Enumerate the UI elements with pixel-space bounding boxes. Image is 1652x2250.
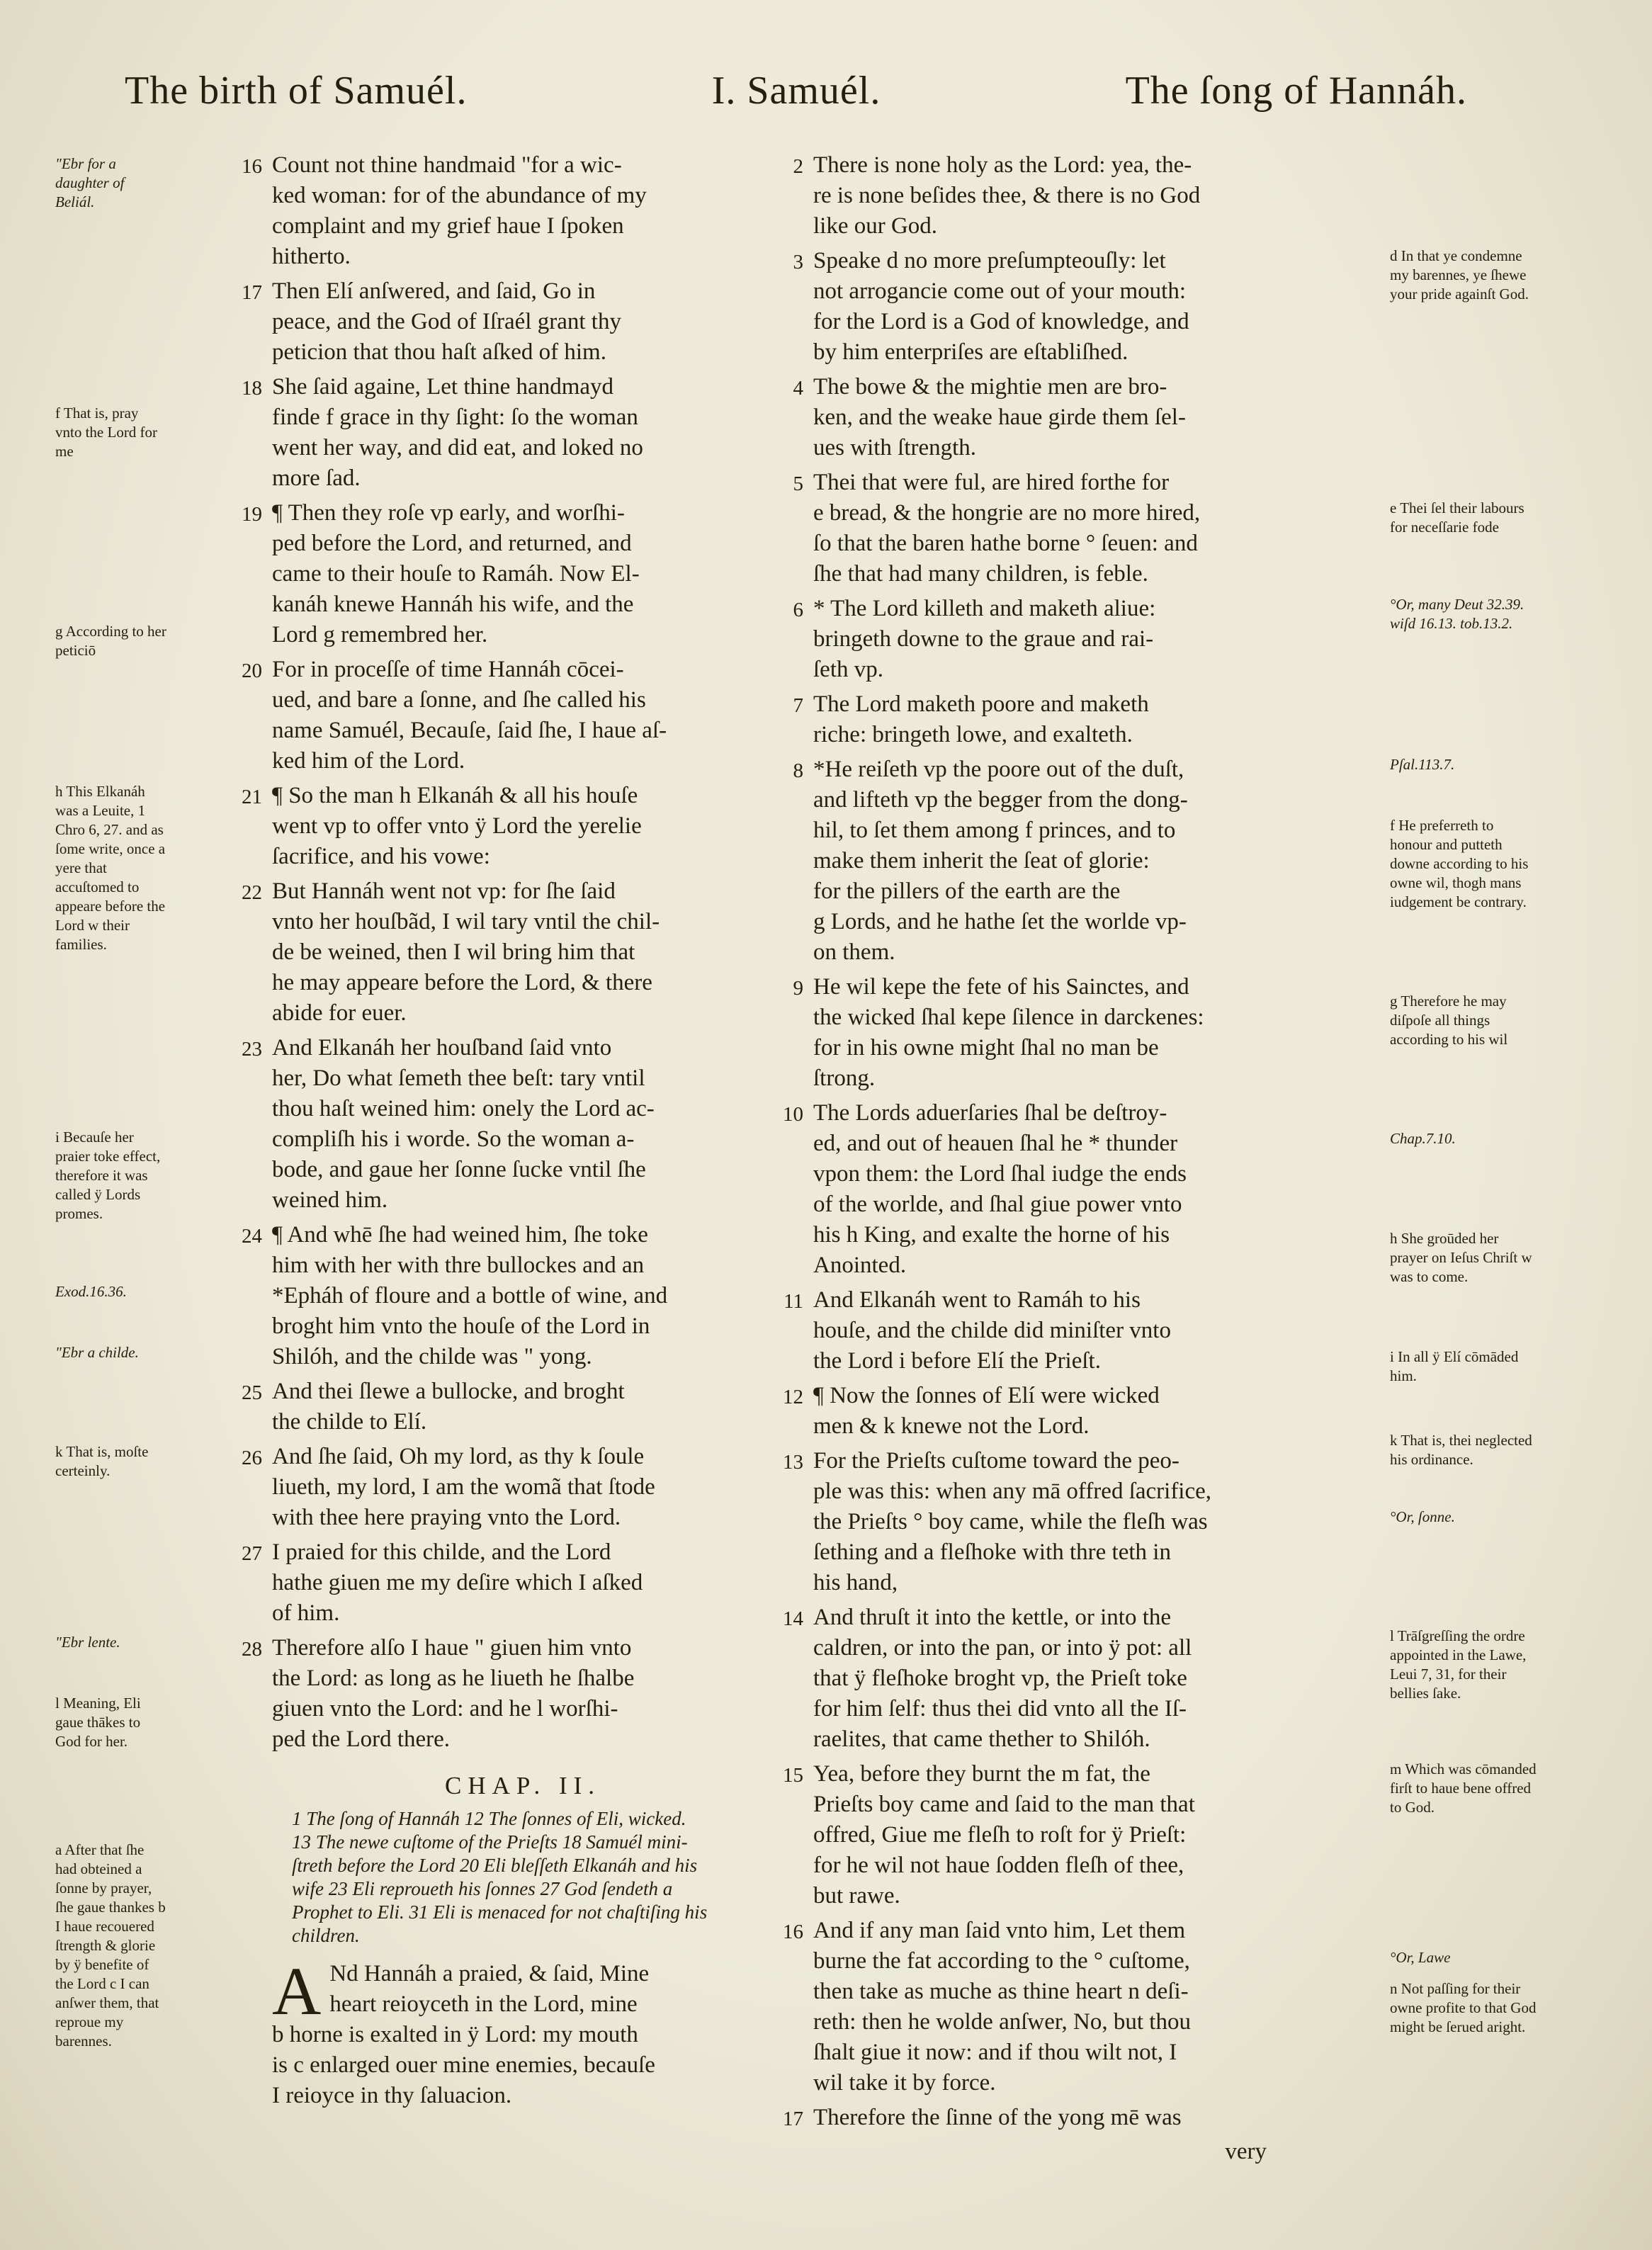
chapter-heading: CHAP. II. [444, 1772, 601, 1799]
margin-note: d In that ye condemne my barennes, ye ſhewe your pride againſt God. [1390, 247, 1529, 303]
margin-note: °Or, many Deut 32.39. wiſd 16.13. tob.13.2. [1390, 596, 1524, 632]
verse-line: men & k knewe not the Lord. [813, 1413, 1090, 1439]
verse-line: There is none holy as the Lord: yea, the- [813, 152, 1192, 178]
verse-line: ues with ſtrength. [813, 435, 977, 460]
verse [783, 1916, 1386, 2098]
margin-note: °Or, Lawe [1390, 1949, 1451, 1966]
verse-line: ſhe that had many children, is feble. [813, 561, 1148, 587]
verse-line: And Elkanáh her houſband ſaid vnto [272, 1035, 612, 1061]
verse-number: 17 [242, 281, 262, 304]
verse-line: *Epháh of floure and a bottle of wine, and [272, 1283, 668, 1308]
verse-line: with thee here praying vnto the Lord. [272, 1505, 621, 1530]
verse-line: Shilóh, and the childe was " yong. [272, 1344, 592, 1369]
verse-line: She ſaid againe, Let thine handmayd [272, 374, 614, 400]
verse-line: went her way, and did eat, and loked no [272, 435, 643, 460]
right-margin-notes [1390, 0, 1539, 2250]
margin-note: m Which was cōmanded firſt to haue bene offred to God. [1390, 1760, 1537, 1816]
verse-line: b horne is exalted in ÿ Lord: my mouth [272, 2022, 638, 2047]
margin-note: g Therefore he may diſpoſe all things according to his wil [1390, 993, 1508, 1048]
verse-line: caldren, or into the pan, or into ÿ pot: all [813, 1635, 1192, 1661]
margin-note: l Meaning, Eli gaue thākes to God for her. [55, 1695, 141, 1750]
verse-line: name Samuél, Becauſe, ſaid ſhe, I haue aſ- [272, 718, 667, 743]
verse [793, 468, 1386, 589]
verse [242, 876, 774, 1029]
verse-number: 28 [242, 1638, 262, 1661]
verse [242, 276, 774, 368]
verse-line: ped the Lord there. [272, 1726, 451, 1752]
verse-line: Prieſts boy came and ſaid to the man that [813, 1792, 1195, 1817]
verse-line: hathe giuen me my deſire which I aſked [272, 1570, 643, 1595]
page-header [125, 68, 1467, 113]
verse-line: broght him vnto the houſe of the Lord in [272, 1313, 650, 1339]
verse-line: his h King, and exalte the horne of his [813, 1222, 1170, 1248]
verse-line: ¶ And whē ſhe had weined him, ſhe toke [272, 1222, 648, 1248]
verse-line: Thei that were ful, are hired forthe for [813, 470, 1170, 495]
verse [242, 1633, 774, 1755]
verse-line: abide for euer. [272, 1000, 407, 1026]
verse-line: but rawe. [813, 1883, 900, 1909]
verse-line: He wil kepe the fete of his Sainctes, and [813, 974, 1189, 1000]
verse-line: bringeth downe to the graue and rai- [813, 626, 1154, 652]
verse-line: like our God. [813, 213, 938, 239]
verse-line: ſething and a fleſhoke with thre teth in [813, 1539, 1171, 1565]
verse-line: that ÿ fleſhoke broght vp, the Prieſt toke [813, 1666, 1187, 1691]
verse-line: wil take it by force. [813, 2070, 996, 2096]
verse [783, 2103, 1386, 2133]
verse-number: 12 [783, 1386, 803, 1408]
verse-line: Nd Hannáh a praied, & ſaid, Mine [329, 1961, 650, 1986]
verse [783, 1381, 1386, 1442]
verse-line: g Lords, and he hathe ſet the worlde vp- [813, 909, 1187, 934]
verse-line: de be weined, then I wil bring him that [272, 939, 635, 965]
verse-line: compliſh his i worde. So the woman a- [272, 1126, 635, 1152]
verse-line: more ſad. [272, 465, 361, 491]
verse-line: then take as muche as thine heart n deſi- [813, 1979, 1189, 2004]
verse-number: 25 [242, 1381, 262, 1404]
margin-note: Chap.7.10. [1390, 1130, 1456, 1147]
verse-line: ſo that the baren hathe borne ° ſeuen: and [813, 531, 1198, 556]
verse-line: I reioyce in thy ſaluacion. [272, 2083, 512, 2108]
margin-note: Exod.16.36. [55, 1283, 127, 1300]
verse-line: weined him. [272, 1187, 388, 1213]
verse-line: vnto her houſbãd, I wil tary vntil the chil- [272, 909, 660, 934]
verse-number: 17 [783, 2108, 803, 2130]
verse-line: giuen vnto the Lord: and he l worſhi- [272, 1696, 618, 1722]
verse-line: Therefore alſo I haue " giuen him vnto [272, 1635, 632, 1661]
margin-note: g According to her peticiō [55, 623, 166, 659]
verse [783, 1759, 1386, 1911]
verse-line: ¶ Then they roſe vp early, and worſhi- [272, 500, 625, 526]
chapter-summary [292, 1807, 774, 1947]
verse-line: And thruſt it into the kettle, or into the [813, 1605, 1172, 1630]
verse-number: 11 [783, 1290, 803, 1313]
verse-line: ked him of the Lord. [272, 748, 465, 774]
verse-line: e bread, & the hongrie are no more hired, [813, 500, 1201, 526]
margin-note: l Trāſgreſſing the ordre appointed in the Lawe, Leui 7, 31, for their bellies ſake. [1390, 1627, 1527, 1702]
verse-line: ¶ Now the ſonnes of Elí were wicked [813, 1383, 1160, 1408]
chapter-two-verses [783, 150, 1386, 2133]
verse-line: And if any man ſaid vnto him, Let them [813, 1918, 1186, 1943]
verse-line: hil, to ſet them among f princes, and to [813, 818, 1176, 843]
margin-note: Pſal.113.7. [1390, 756, 1455, 773]
verse [242, 1442, 774, 1533]
verse-line: the Lord: as long as he liueth he ſhalbe [272, 1666, 635, 1691]
margin-note: n Not paſſing for their owne profite to that God might be ſerued aright. [1390, 1980, 1537, 2035]
verse-line: ſacrifice, and his vowe: [272, 844, 490, 869]
verse-line: For in proceſſe of time Hannáh cōcei- [272, 657, 624, 682]
verse-line: not arrogancie come out of your mouth: [813, 278, 1187, 304]
verse-line: ked woman: for of the abundance of my [272, 183, 647, 208]
summary-line: wife 23 Eli reproueth his ſonnes 27 God ſendeth a [292, 1878, 673, 1899]
drop-cap-initial: A [272, 1953, 322, 2029]
verse-line: For the Prieſts cuſtome toward the peo- [813, 1448, 1179, 1474]
verse-line: The Lords aduerſaries ſhal be deſtroy- [813, 1100, 1167, 1126]
verse-line: for in his owne might ſhal no man be [813, 1035, 1159, 1061]
verse-line: ped before the Lord, and returned, and [272, 531, 632, 556]
verse-line: his hand, [813, 1570, 898, 1595]
verse [783, 1098, 1386, 1281]
verse-line: for him ſelf: thus thei did vnto all the Iſ- [813, 1696, 1187, 1722]
margin-note: k That is, moſte certeinly. [55, 1443, 149, 1479]
verse-line: ſtrong. [813, 1065, 876, 1091]
verse-line: ¶ So the man h Elkanáh & all his houſe [272, 783, 638, 808]
verse [793, 754, 1386, 968]
verse [242, 372, 774, 494]
running-title-right: The ſong of Hannáh. [1125, 69, 1467, 113]
verse-line: Anointed. [813, 1253, 907, 1278]
verse-line: vpon them: the Lord ſhal iudge the ends [813, 1161, 1187, 1187]
verse-line: reth: then he wolde anſwer, No, but thou [813, 2009, 1191, 2035]
verse [793, 594, 1386, 685]
verse-number: 10 [783, 1103, 803, 1126]
verse-number: 15 [783, 1764, 803, 1787]
verse-line: Speake d no more preſumpteouſly: let [813, 248, 1166, 273]
margin-note: °Or, ſonne. [1390, 1508, 1455, 1525]
left-text-column [242, 150, 774, 2115]
verse-line: ple was this: when any mā offred ſacrifice, [813, 1479, 1212, 1504]
verse-line: the wicked ſhal kepe ſilence in darckenes: [813, 1005, 1204, 1030]
verse-line: thou haſt weined him: onely the Lord ac- [272, 1096, 655, 1121]
verse-line: went vp to offer vnto ÿ Lord the yerelie [272, 813, 642, 839]
verse-line: of the worlde, and ſhal giue power vnto [813, 1192, 1182, 1217]
verse-line: burne the fat according to the ° cuſtome, [813, 1948, 1190, 1974]
summary-line: 13 The newe cuſtome of the Prieſts 18 Samuél mini- [292, 1831, 688, 1853]
verse [793, 246, 1386, 368]
verse-line: the Lord i before Elí the Prieſt. [813, 1348, 1101, 1374]
margin-note: h This Elkanáh was a Leuite, 1 Chro 6, 27. and as ſome write, once a yere that accuſtomed to appeare before the Lord w their families. [55, 783, 166, 953]
verse-number: 8 [793, 759, 803, 782]
margin-note: "Ebr a childe. [55, 1344, 139, 1361]
verse-line: riche: bringeth lowe, and exalteth. [813, 722, 1133, 747]
verse [242, 150, 774, 272]
verse-line: came to their houſe to Ramáh. Now El- [272, 561, 640, 587]
margin-note: k That is, thei neglected his ordinance. [1390, 1432, 1532, 1468]
margin-note: "Ebr for a daughter of Beliál. [55, 155, 125, 210]
verse-line: finde f grace in thy ſight: ſo the woman [272, 405, 638, 430]
verse-number: 18 [242, 377, 262, 400]
verse [242, 1537, 774, 1629]
verse-line: Then Elí anſwered, and ſaid, Go in [272, 278, 596, 304]
summary-line: ſtreth before the Lord 20 Eli bleſſeth Elkanáh and his [292, 1855, 698, 1876]
margin-note: "Ebr lente. [55, 1634, 120, 1651]
verse-line: and lifteth vp the begger from the dong- [813, 787, 1188, 813]
verse-line: Yea, before they burnt the m fat, the [813, 1761, 1150, 1787]
chapter-one-verses [242, 150, 774, 1755]
summary-line: 1 The ſong of Hannáh 12 The ſonnes of Eli, wicked. [292, 1808, 686, 1829]
verse [242, 1033, 774, 1216]
verse-number: 23 [242, 1038, 262, 1061]
summary-line: children. [292, 1925, 360, 1946]
verse-line: make them inherit the ſeat of glorie: [813, 848, 1150, 874]
left-margin-notes [55, 0, 167, 2250]
verse-number: 14 [783, 1607, 803, 1630]
verse-line: for he wil not haue ſodden fleſh of thee, [813, 1853, 1184, 1878]
verse-line: Therefore the ſinne of the yong mē was [813, 2105, 1182, 2130]
catchword: very [1225, 2139, 1267, 2164]
verse [242, 781, 774, 872]
verse [783, 1446, 1386, 1598]
verse [793, 972, 1386, 1094]
verse-number: 16 [242, 155, 262, 178]
verse-line: liueth, my lord, I am the womã that ſtode [272, 1474, 655, 1500]
verse-number: 26 [242, 1447, 262, 1469]
verse-line: peticion that thou haſt aſked of him. [272, 339, 606, 365]
verse-line: I praied for this childe, and the Lord [272, 1539, 611, 1565]
verse [242, 1220, 774, 1372]
right-text-column [783, 150, 1386, 2165]
verse-line: ſhalt giue it now: and if thou wilt not, I [813, 2040, 1177, 2065]
verse-line: him with her with thre bullockes and an [272, 1253, 645, 1278]
verse [242, 655, 774, 776]
verse-line: for the pillers of the earth are the [813, 878, 1121, 904]
verse-line: The Lord maketh poore and maketh [813, 691, 1149, 717]
verse [242, 1376, 774, 1437]
verse [272, 1953, 774, 2111]
verse-number: 9 [793, 977, 803, 1000]
verse-number: 6 [793, 599, 803, 621]
verse-line: raelites, that came thether to Shilóh. [813, 1726, 1150, 1752]
verse-line: ued, and bare a ſonne, and ſhe called his [272, 687, 646, 713]
verse-number: 16 [783, 1921, 803, 1943]
margin-note: h She groūded her prayer on Ieſus Chriſt w was to come. [1390, 1230, 1532, 1285]
verse-line: The bowe & the mightie men are bro- [813, 374, 1167, 400]
verse-number: 7 [793, 694, 803, 717]
margin-note: e Thei ſel their labours for neceſſarie fode [1390, 499, 1524, 536]
verse-number: 20 [242, 660, 262, 682]
verse-line: *He reiſeth vp the poore out of the duſt, [813, 757, 1184, 782]
verse-line: ſeth vp. [813, 657, 883, 682]
verse-line: her, Do what ſemeth thee beſt: tary vntil [272, 1065, 645, 1091]
verse-line: by him enterpriſes are eſtabliſhed. [813, 339, 1128, 365]
verse-line: But Hannáh went not vp: for ſhe ſaid [272, 878, 616, 904]
verse-line: offred, Giue me fleſh to roſt for ÿ Prieſt: [813, 1822, 1187, 1848]
verse-line: the Prieſts ° boy came, while the fleſh was [813, 1509, 1208, 1534]
verse-line: hitherto. [272, 244, 351, 269]
summary-line: Prophet to Eli. 31 Eli is menaced for not chaſtiſing his [292, 1901, 708, 1923]
verse-line: houſe, and the childe did miniſter vnto [813, 1318, 1171, 1343]
margin-note: i Becauſe her praier toke effect, therefore it was called ÿ Lords promes. [55, 1129, 161, 1222]
verse-line: peace, and the God of Iſraél grant thy [272, 309, 621, 334]
verse-number: 13 [783, 1451, 803, 1474]
verse [242, 498, 774, 650]
verse-line: complaint and my grief haue I ſpoken [272, 213, 624, 239]
margin-note: i In all ÿ Elí cōmāded him. [1390, 1348, 1519, 1384]
verse [793, 150, 1386, 242]
margin-note: f He preferreth to honour and putteth downe according to his owne wil, thogh mans iudgement be contrary. [1390, 817, 1529, 910]
verse-line: on them. [813, 939, 895, 965]
verse-line: for the Lord is a God of knowledge, and [813, 309, 1189, 334]
verse-line: ken, and the weake haue girde them ſel- [813, 405, 1186, 430]
margin-note: a After that ſhe had obteined a ſonne by prayer, ſhe gaue thankes b I haue recouered ſtrength & glorie by ÿ benefite of the Lord c I can anſwer them, that reproue my barennes. [55, 1841, 166, 2050]
verse-line: the childe to Elí. [272, 1409, 427, 1435]
verse-line: And ſhe ſaid, Oh my lord, as thy k ſoule [272, 1444, 645, 1469]
verse [793, 689, 1386, 750]
verse-line: is c enlarged ouer mine enemies, becauſe [272, 2052, 655, 2078]
verse-line: Count not thine handmaid "for a wic- [272, 152, 622, 178]
verse-line: And thei ſlewe a bullocke, and broght [272, 1379, 625, 1404]
running-title-left: The birth of Samuél. [125, 69, 468, 113]
book-title: I. Samuél. [711, 69, 881, 113]
verse-line: heart reioyceth in the Lord, mine [329, 1991, 638, 2017]
verse-line: bode, and gaue her ſonne ſucke vntil ſhe [272, 1157, 646, 1182]
margin-note: f That is, pray vnto the Lord for me [55, 405, 158, 460]
verse-line: ed, and out of heauen ſhal he * thunder [813, 1131, 1178, 1156]
verse-number: 22 [242, 881, 262, 904]
verse-number: 21 [242, 786, 262, 808]
verse-line: kanáh knewe Hannáh his wife, and the [272, 592, 634, 617]
chapter-two-opening [272, 1953, 774, 2111]
verse-line: re is none beſides thee, & there is no God [813, 183, 1201, 208]
verse [783, 1285, 1386, 1376]
verse-line: he may appeare before the Lord, & there [272, 970, 652, 995]
verse-number: 19 [242, 503, 262, 526]
verse-line: And Elkanáh went to Ramáh to his [813, 1287, 1141, 1313]
verse-line: Lord g remembred her. [272, 622, 488, 648]
verse [783, 1602, 1386, 1755]
verse [793, 372, 1386, 463]
verse-line: * The Lord killeth and maketh aliue: [813, 596, 1156, 621]
verse-number: 2 [793, 155, 803, 178]
verse-number: 24 [242, 1225, 262, 1248]
verse-number: 3 [793, 251, 803, 273]
verse-number: 27 [242, 1542, 262, 1565]
verse-number: 4 [793, 377, 803, 400]
verse-number: 5 [793, 473, 803, 495]
verse-line: of him. [272, 1600, 340, 1626]
